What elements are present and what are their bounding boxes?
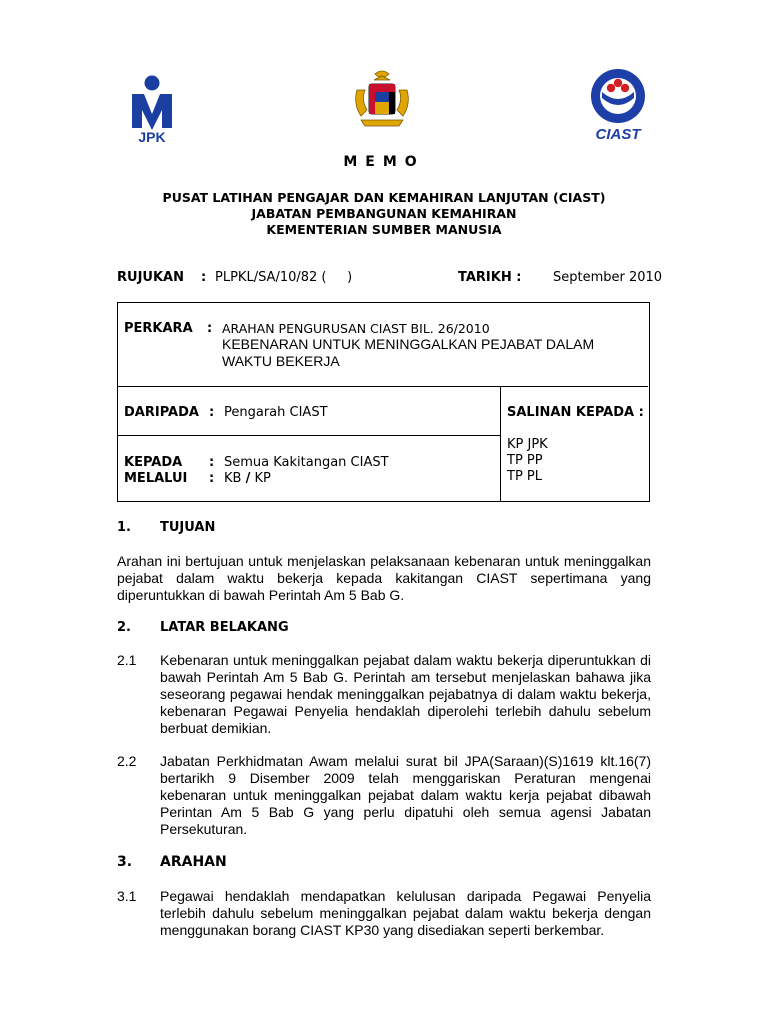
salinan-item-tp-pl: TP PL	[507, 469, 542, 484]
memo-title: MEMO	[343, 154, 425, 170]
section-3-title: ARAHAN	[160, 854, 227, 870]
salinan-kepada-label: SALINAN KEPADA :	[507, 405, 644, 420]
perkara-colon: :	[207, 321, 213, 336]
section-2-number: 2.	[117, 620, 131, 635]
jpk-logo-text: JPK	[138, 129, 166, 145]
memo-header-table	[117, 302, 650, 502]
perkara-line-1: ARAHAN PENGURUSAN CIAST BIL. 26/2010	[222, 321, 490, 336]
section-3-number: 3.	[117, 854, 133, 870]
section-1-number: 1.	[117, 520, 131, 535]
section-2-2-number: 2.2	[117, 753, 137, 769]
melalui-label: MELALUI	[124, 471, 188, 486]
section-1-text: Arahan ini bertujuan untuk menjelaskan pelaksanaan kebenaran untuk meninggalkan pejabat dalam waktu bekerja kepada kakitangan CIAST sepertimana yang diperuntukkan di bawah Perintah Am 5 Bab G.	[117, 553, 651, 603]
melalui-value	[224, 471, 271, 486]
rujukan-label: RUJUKAN	[117, 270, 184, 285]
org-line-2: JABATAN PEMBANGUNAN KEMAHIRAN	[251, 206, 517, 221]
table-divider-2	[118, 435, 500, 436]
ciast-logo-icon	[580, 66, 656, 128]
section-2-title: LATAR BELAKANG	[160, 620, 289, 635]
table-divider-vertical	[500, 386, 501, 501]
melalui-colon: :	[209, 471, 215, 486]
section-2-2-text: Jabatan Perkhidmatan Awam melalui surat bil JPA(Saraan)(S)1619 klt.16(7) bertarikh 9 Disember 2009 telah menggariskan Peraturan mengenai kebenaran untuk meninggalkan pejabat dalam waktu kerja pejabat dibawah Perintan Am 5 Bab G yang perlu dipatuhi oleh semua agensi Jabatan Persekuturan.	[160, 753, 651, 837]
kepada-label: KEPADA	[124, 455, 183, 470]
salinan-item-kp-jpk: KP JPK	[507, 437, 548, 452]
daripada-value: Pengarah CIAST	[224, 405, 328, 420]
daripada-colon: :	[209, 405, 215, 420]
tarikh-label: TARIKH :	[458, 270, 522, 285]
tarikh-value: September 2010	[553, 270, 663, 285]
daripada-label: DARIPADA	[124, 405, 199, 420]
table-divider-1	[118, 386, 648, 387]
coat-of-arms-logo	[347, 70, 417, 132]
melalui-value-kb: KB	[224, 471, 242, 486]
perkara-line-2: KEBENARAN UNTUK MENINGGALKAN PEJABAT DALAM	[222, 336, 595, 352]
section-3-1-text: Pegawai hendaklah mendapatkan kelulusan daripada Pegawai Penyelia terlebih dahulu sebelum meninggalkan pejabat dalam waktu bekerja dengan menggunakan borang CIAST KP30 yang disediakan seperti berkembar.	[160, 888, 651, 938]
org-line-1: PUSAT LATIHAN PENGAJAR DAN KEMAHIRAN LANJUTAN (CIAST)	[162, 190, 606, 205]
perkara-line-3: WAKTU BEKERJA	[222, 353, 340, 369]
kepada-colon: :	[209, 455, 215, 470]
org-line-3: KEMENTERIAN SUMBER MANUSIA	[266, 222, 502, 237]
ciast-logo-text: CIAST	[595, 126, 641, 143]
section-2-1-text: Kebenaran untuk meninggalkan pejabat dalam waktu bekerja diperuntukkan di bawah Perintah Am 5 Bab G. Perintah am tersebut menjelaskan bahawa jika seseorang pegawai hendak meninggalkan pejabatnya di dalam waktu bekerja, kebenaran Pegawai Penyelia hendaklah diperolehi terlebih dahulu sebelum berbuat demikian.	[160, 652, 651, 736]
salinan-item-tp-pp: TP PP	[507, 453, 543, 468]
rujukan-value: PLPKL/SA/10/82 ( )	[215, 270, 353, 285]
section-1-title: TUJUAN	[160, 520, 216, 535]
melalui-separator: /	[245, 471, 251, 486]
section-3-1-number: 3.1	[117, 888, 137, 904]
ciast-logo	[580, 66, 656, 146]
section-2-1-number: 2.1	[117, 652, 137, 668]
rujukan-colon: :	[201, 270, 207, 285]
kepada-value: Semua Kakitangan CIAST	[224, 455, 389, 470]
melalui-value-kp: KP	[254, 471, 271, 486]
perkara-label: PERKARA	[124, 321, 193, 336]
coat-of-arms-icon	[347, 70, 417, 132]
jpk-logo	[126, 72, 178, 150]
